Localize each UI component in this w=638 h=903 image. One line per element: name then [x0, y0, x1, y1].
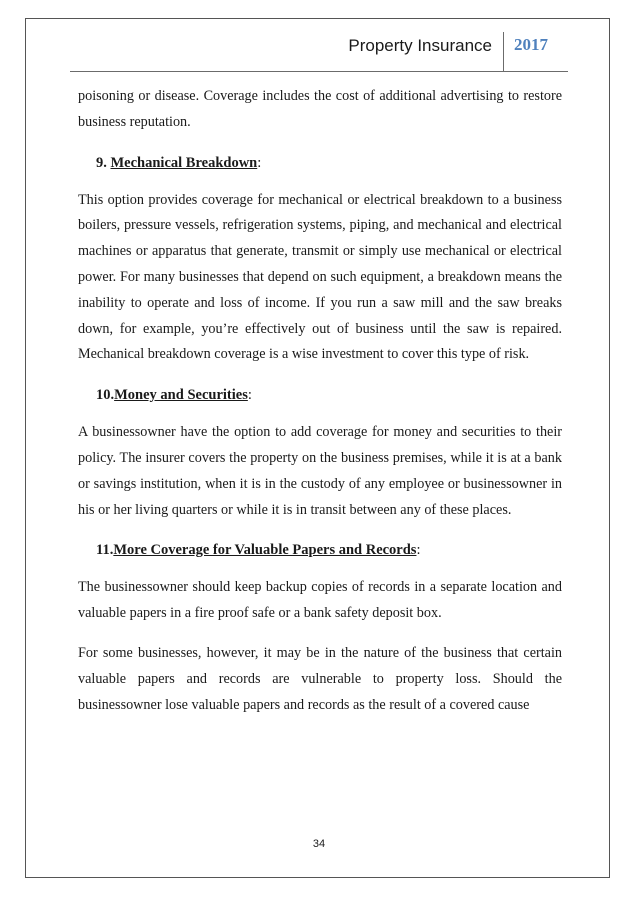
header-title: Property Insurance — [348, 36, 492, 55]
money-securities-paragraph: A businessowner have the option to add coverage for money and securities to their policy. The insurer covers the property on the business premises, while it is at a bank or savings institution, when it is in the custody of any employee or businessowner in his or her living quarters or while it is in transit between any of these places. — [78, 424, 562, 518]
mechanical-breakdown-paragraph: This option provides coverage for mechanical or electrical breakdown to a business boilers, pressure vessels, refrigeration systems, piping, and mechanical and electrical machines or apparatus that generate, transmit or simply use mechanical or electrical power. For many businesses that depend on such equipment, a breakdown means the inability to operate and loss of income. If you run a saw mill and the saw breaks down, for example, you’re effectively out of business until the saw is repaired. Mechanical breakdown coverage is a wise investment to cover this type of risk. — [78, 191, 562, 363]
intro-paragraph: poisoning or disease. Coverage includes the cost of additional advertising to restore business reputation. — [78, 88, 562, 130]
section-title: Mechanical Breakdown — [110, 154, 258, 171]
section-title: Money and Securities — [114, 387, 248, 404]
section-colon: : — [257, 154, 262, 171]
section-heading-money-securities — [96, 382, 562, 408]
section-colon: : — [247, 387, 252, 404]
section-number: 10. — [96, 387, 115, 404]
page-content — [78, 84, 562, 732]
section-heading-mechanical-breakdown — [96, 150, 562, 176]
section-number: 11. — [96, 542, 114, 559]
valuable-papers-paragraph-1: The businessowner should keep backup copies of records in a separate location and valuable papers in a fire proof safe or a bank safety deposit box. — [78, 579, 562, 622]
section-title: More Coverage for Valuable Papers and Records — [113, 542, 417, 559]
section-number: 9. — [96, 154, 107, 171]
section-colon: : — [416, 542, 421, 559]
page-number: 34 — [312, 838, 326, 850]
section-heading-valuable-papers — [96, 537, 562, 563]
header-year: 2017 — [514, 35, 548, 54]
valuable-papers-paragraph-2: For some businesses, however, it may be in the nature of the business that certain valuable papers and records are vulnerable to property loss. Should the businessowner lose valuable papers and records as the result of a covered cause — [78, 644, 562, 713]
